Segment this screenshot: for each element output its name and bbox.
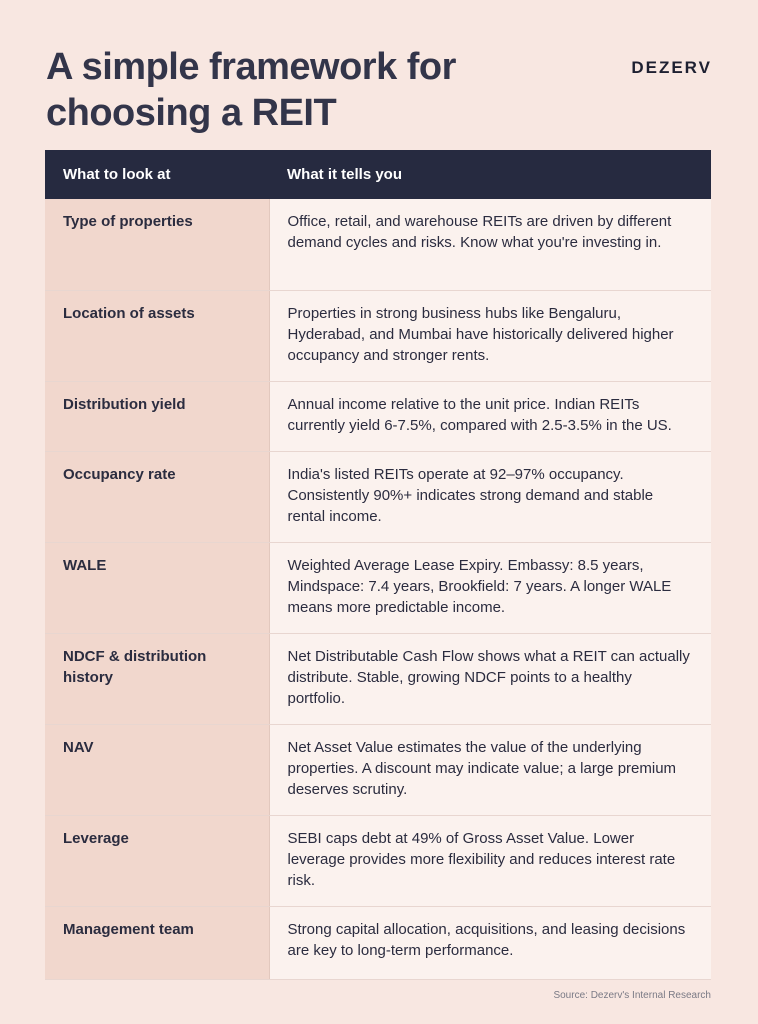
framework-table [45,150,711,980]
row-description: Net Distributable Cash Flow shows what a REIT can actually distribute. Stable, growing NDCF points to a healthy portfolio. [269,633,711,724]
table-row [45,542,711,633]
row-description: SEBI caps debt at 49% of Gross Asset Value. Lower leverage provides more flexibility and reduces interest rate risk. [269,815,711,906]
row-factor: WALE [45,542,269,633]
column-header-factor: What to look at [45,150,269,199]
row-factor: NDCF & distribution history [45,633,269,724]
row-factor: Distribution yield [45,381,269,451]
source-note: Source: Dezerv's Internal Research [553,990,711,1001]
table-row [45,199,711,290]
table-row [45,290,711,381]
table-row [45,381,711,451]
row-description: Office, retail, and warehouse REITs are driven by different demand cycles and risks. Know what you're investing in. [269,199,711,290]
table-row [45,815,711,906]
row-factor: Occupancy rate [45,451,269,542]
brand-logo: DEZERV [631,58,712,77]
row-factor: NAV [45,724,269,815]
row-factor: Management team [45,906,269,979]
table-header-row [45,150,711,199]
row-description: Net Asset Value estimates the value of the underlying properties. A discount may indicate value; a large premium deserves scrutiny. [269,724,711,815]
table-row [45,724,711,815]
table-row [45,633,711,724]
row-description: India's listed REITs operate at 92–97% occupancy. Consistently 90%+ indicates strong demand and stable rental income. [269,451,711,542]
row-factor: Type of properties [45,199,269,290]
table-row [45,906,711,979]
table-row [45,451,711,542]
column-header-description: What it tells you [269,150,711,199]
row-factor: Location of assets [45,290,269,381]
row-description: Strong capital allocation, acquisitions, and leasing decisions are key to long-term performance. [269,906,711,979]
page-title: A simple framework for choosing a REIT [46,46,456,134]
row-description: Properties in strong business hubs like Bengaluru, Hyderabad, and Mumbai have historically delivered higher occupancy and stronger rents. [269,290,711,381]
row-factor: Leverage [45,815,269,906]
row-description: Annual income relative to the unit price. Indian REITs currently yield 6-7.5%, compared with 2.5-3.5% in the US. [269,381,711,451]
row-description: Weighted Average Lease Expiry. Embassy: 8.5 years, Mindspace: 7.4 years, Brookfield: 7 years. A longer WALE means more predictable income. [269,542,711,633]
